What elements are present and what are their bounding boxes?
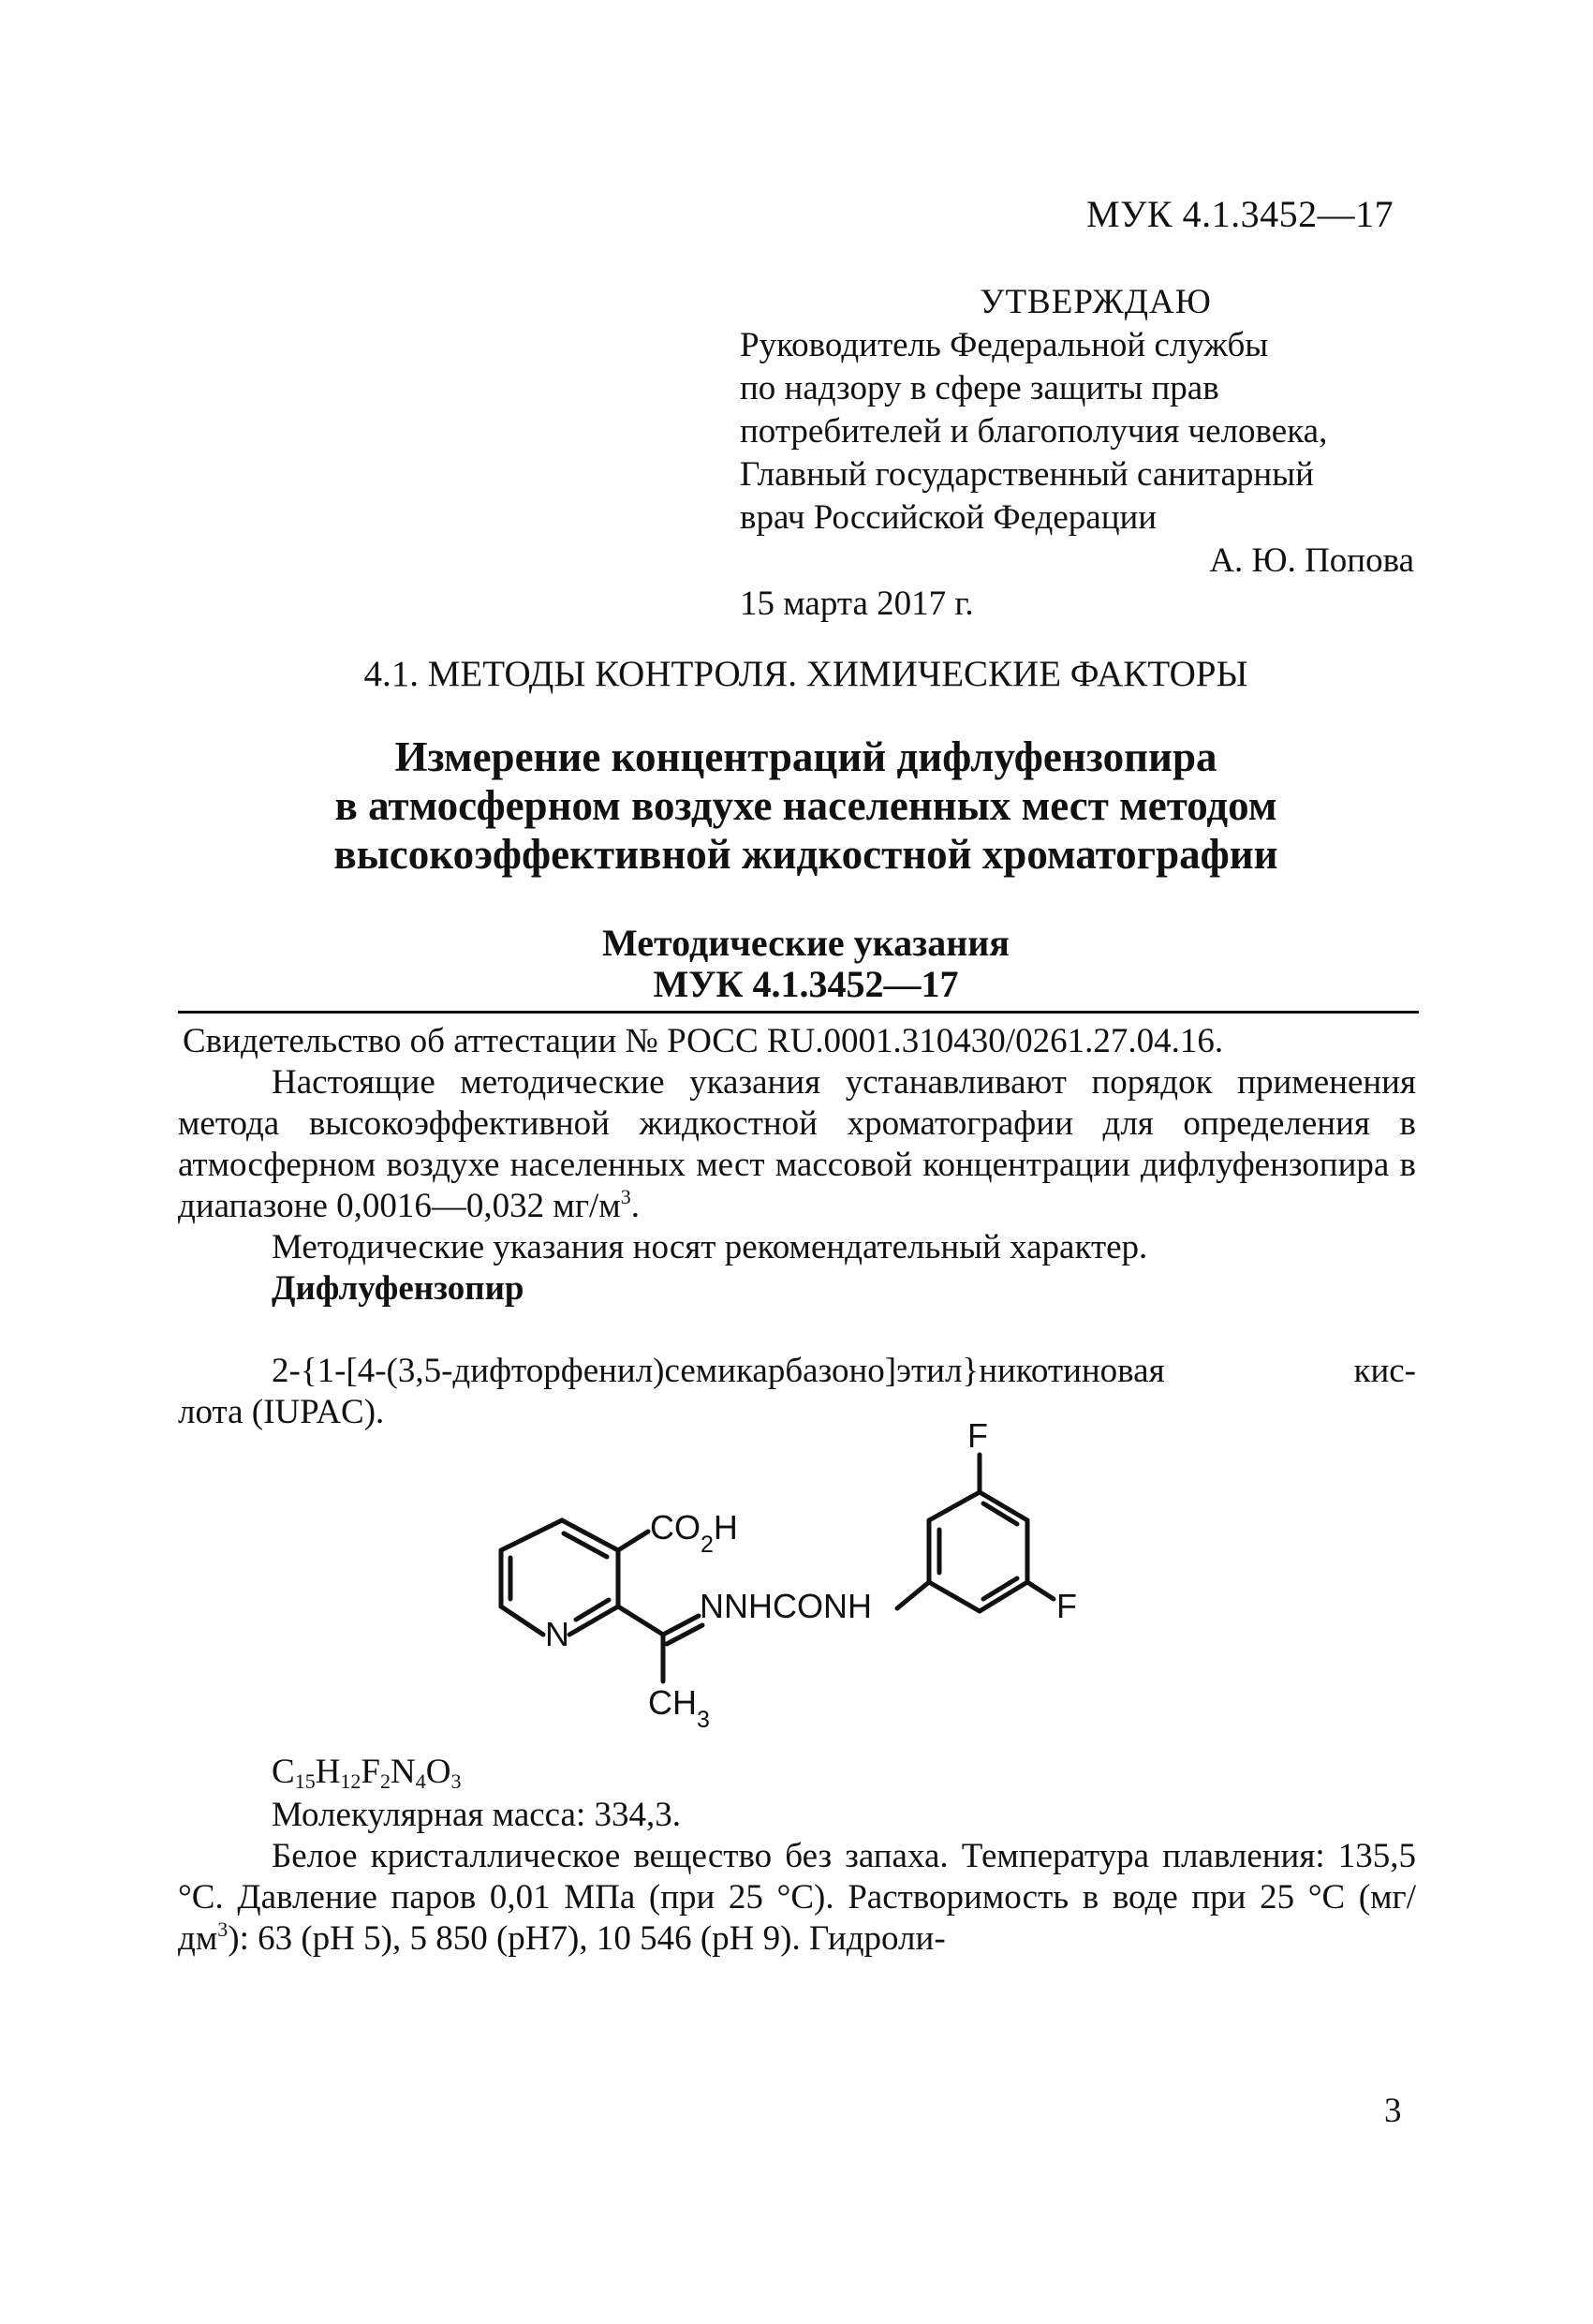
ch3-label: $CH_3$ xyxy=(648,1683,710,1733)
certificate-value: Свидетельство об аттестации № РОСС RU.0001.310430/0261.27.04.16. xyxy=(183,1022,1224,1060)
ring-nitrogen-label: N xyxy=(545,1615,569,1653)
approval-date: 15 марта 2017 г. xyxy=(740,585,974,623)
intro-text xyxy=(178,1062,1416,1227)
fluorine-top-label: F xyxy=(967,1416,988,1455)
nnhconh-label: NNHCONH xyxy=(700,1587,872,1625)
fluorine-right-label: F xyxy=(1056,1587,1077,1625)
recommendation-paragraph xyxy=(178,1227,1416,1268)
document-subtitle xyxy=(0,923,1593,1005)
approval-line: потребителей и благополучия человека, xyxy=(740,412,1328,451)
section-header: 4.1. МЕТОДЫ КОНТРОЛЯ. ХИМИЧЕСКИЕ ФАКТОРЫ xyxy=(363,654,1248,694)
approval-line: Руководитель Федеральной службы xyxy=(740,326,1269,364)
certificate-line xyxy=(178,1021,1416,1062)
approval-line: по надзору в сфере защиты прав xyxy=(740,369,1219,407)
formula-element: H xyxy=(315,1753,341,1791)
intro-main: Настоящие методические указания устанавливают порядок применения метода высокоэффективной жидкостной хроматографии для определения в атмосферном воздухе населенных мест массовой концентрации дифлуфензопира в диапазоне 0,0016—0,032 мг/м xyxy=(178,1063,1416,1225)
chemical-structure-diagram xyxy=(468,1410,1124,1747)
properties-text xyxy=(178,1836,1416,1960)
intro-superscript: 3 xyxy=(620,1185,631,1208)
intro-paragraph xyxy=(178,1062,1416,1227)
iupac-part2: кис- xyxy=(1353,1352,1416,1390)
iupac-cont-text: лота (IUPAC). xyxy=(178,1393,385,1431)
formula-element: F xyxy=(361,1753,380,1791)
co2h-label: $CO_2H$ xyxy=(650,1508,738,1558)
recommendation-text: Методические указания носят рекомендательный характер. xyxy=(272,1228,1148,1266)
page-number: 3 xyxy=(1384,2092,1402,2130)
approval-line: Главный государственный санитарный xyxy=(740,455,1314,494)
certificate-text xyxy=(178,1021,1416,1062)
substance-name: Дифлуфензопир xyxy=(272,1269,524,1308)
subtitle-kind: Методические указания xyxy=(602,922,1010,964)
approval-signatory: А. Ю. Попова xyxy=(1209,541,1414,580)
substance-heading xyxy=(178,1268,1416,1310)
title-line: в атмосферном воздухе населенных мест методом xyxy=(334,782,1277,829)
iupac-part1: 2-{1-[4-(3,5-дифторфенил)семикарбазоно]этил}никотиновая xyxy=(272,1352,1165,1390)
formula-count: 3 xyxy=(450,1769,462,1793)
properties-superscript: 3 xyxy=(217,1917,229,1941)
properties-part-b: ): 63 (рН 5), 5 850 (рН7), 10 546 (рН 9). Гидроли- xyxy=(228,1919,946,1958)
title-line: Измерение концентраций дифлуфензопира xyxy=(394,733,1217,780)
title-line: высокоэффективной жидкостной хроматографии xyxy=(333,831,1278,878)
formula-count: 2 xyxy=(380,1769,391,1793)
document-code: МУК 4.1.3452—17 xyxy=(1086,193,1394,235)
molecular-mass: Молекулярная масса: 334,3. xyxy=(272,1796,682,1834)
horizontal-divider xyxy=(178,1011,1419,1014)
intro-end: . xyxy=(630,1187,640,1225)
formula-element: C xyxy=(272,1753,295,1791)
properties-part-a: Белое кристаллическое вещество без запаха. Температура плавления: 135,5 °С. Давление паров 0,01 МПа (при 25 °С). Растворимость в воде при 25 °С (мг/дм xyxy=(178,1837,1416,1958)
formula-count: 4 xyxy=(415,1769,426,1793)
approval-block xyxy=(740,281,1414,626)
formula-count: 15 xyxy=(294,1769,316,1793)
subtitle-code: МУК 4.1.3452—17 xyxy=(653,963,959,1005)
formula-element: N xyxy=(391,1753,416,1791)
properties-paragraph xyxy=(178,1836,1416,1960)
iupac-name-line xyxy=(272,1351,1416,1391)
formula-count: 12 xyxy=(340,1769,361,1793)
approval-title: УТВЕРЖДАЮ xyxy=(980,283,1212,321)
molecular-formula xyxy=(272,1752,461,1794)
document-title xyxy=(0,733,1593,879)
molecular-mass-paragraph xyxy=(178,1795,1416,1836)
formula-element: O xyxy=(425,1753,451,1791)
approval-line: врач Российской Федерации xyxy=(740,498,1158,537)
